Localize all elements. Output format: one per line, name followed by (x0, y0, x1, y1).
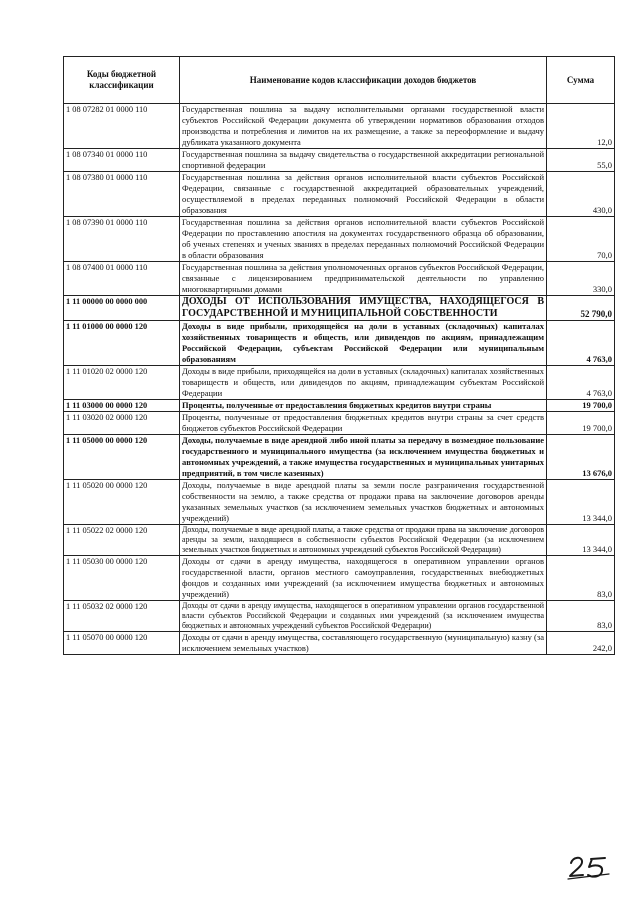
table-row (64, 321, 615, 366)
row-name: ДОХОДЫ ОТ ИСПОЛЬЗОВАНИЯ ИМУЩЕСТВА, НАХОДЯЩЕГОСЯ В ГОСУДАРСТВЕННОЙ И МУНИЦИПАЛЬНОЙ СОБСТВЕННОСТИ (180, 296, 547, 321)
table-header (64, 57, 615, 104)
row-sum: 330,0 (547, 262, 615, 296)
row-sum: 242,0 (547, 632, 615, 655)
table-row (64, 435, 615, 480)
header-code: Коды бюджетной классификации (64, 57, 180, 104)
table-row (64, 400, 615, 412)
row-name: Доходы от сдачи в аренду имущества, находящегося в оперативном управлении органов государственной власти, органов местного самоуправления, государственных внебюджетных фондов и созданных ими учреждений (за исключением имущества бюджетных и автономных учреждений) (180, 556, 547, 601)
row-sum: 55,0 (547, 149, 615, 172)
row-name: Государственная пошлина за действия органов исполнительной власти субъектов Российской Федерации, связанные с государственной аккредитацией образовательных учреждений, осуществляемой в пределах переданных полномочий Российской Федерации в области образования (180, 172, 547, 217)
row-code: 1 11 03000 00 0000 120 (64, 400, 180, 412)
row-sum: 4 763,0 (547, 366, 615, 400)
header-sum: Сумма (547, 57, 615, 104)
row-name: Государственная пошлина за действия органов исполнительной власти субъектов Российской Федерации по проставлению апостиля на документах государственного образца об образовании, об ученых степенях и ученых званиях в пределах переданных полномочий Российской Федерации в области образования (180, 217, 547, 262)
table-row (64, 104, 615, 149)
row-name: Проценты, полученные от предоставления бюджетных кредитов внутри страны (180, 400, 547, 412)
row-code: 1 11 05022 02 0000 120 (64, 525, 180, 556)
row-name: Доходы, получаемые в виде арендной либо иной платы за передачу в возмездное пользование государственного и муниципального имущества (за исключением имущества бюджетных и автономных учреждений, а также имущества государственных и муниципальных унитарных предприятий, в том числе казенных) (180, 435, 547, 480)
row-name: Доходы, получаемые в виде арендной платы за земли после разграничения государственной собственности на землю, а также средства от продажи права на заключение договоров аренды указанных земельных участков (за исключением земельных участков бюджетных и автономных учреждений) (180, 480, 547, 525)
row-code: 1 11 00000 00 0000 000 (64, 296, 180, 321)
row-sum: 52 790,0 (547, 296, 615, 321)
row-name: Проценты, полученные от предоставления бюджетных кредитов внутри страны за счет средств бюджетов субъектов Российской Федерации (180, 412, 547, 435)
row-sum: 13 344,0 (547, 480, 615, 525)
row-code: 1 11 01000 00 0000 120 (64, 321, 180, 366)
row-code: 1 08 07380 01 0000 110 (64, 172, 180, 217)
table-row (64, 149, 615, 172)
row-name: Доходы в виде прибыли, приходящейся на доли в уставных (складочных) капиталах хозяйственных товариществ и обществ, или дивидендов по акциям, принадлежащим субъектам Российской Федерации (180, 366, 547, 400)
row-sum: 4 763,0 (547, 321, 615, 366)
row-code: 1 11 03020 02 0000 120 (64, 412, 180, 435)
row-sum: 83,0 (547, 556, 615, 601)
table-row (64, 172, 615, 217)
table-row (64, 525, 615, 556)
row-code: 1 08 07340 01 0000 110 (64, 149, 180, 172)
header-name: Наименование кодов классификации доходов бюджетов (180, 57, 547, 104)
table-row (64, 366, 615, 400)
row-name: Доходы от сдачи в аренду имущества, составляющего государственную (муниципальную) казну (за исключением земельных участков) (180, 632, 547, 655)
row-sum: 13 676,0 (547, 435, 615, 480)
table-row (64, 217, 615, 262)
row-sum: 19 700,0 (547, 412, 615, 435)
row-sum: 13 344,0 (547, 525, 615, 556)
row-name: Государственная пошлина за выдачу свидетельства о государственной аккредитации региональной спортивной федерации (180, 149, 547, 172)
table-row (64, 632, 615, 655)
row-name: Государственная пошлина за выдачу исполнительными органами государственной власти субъектов Российской Федерации документа об утверждении нормативов образования отходов производства и потребления и лимитов на их размещение, а также за переоформление и выдачу дубликата указанного документа (180, 104, 547, 149)
handwritten-page-number (565, 853, 615, 881)
row-code: 1 11 05030 00 0000 120 (64, 556, 180, 601)
row-code: 1 11 01020 02 0000 120 (64, 366, 180, 400)
row-name: Государственная пошлина за действия уполномоченных органов субъектов Российской Федерации, связанные с лицензированием предпринимательской деятельности по управлению многоквартирными домами (180, 262, 547, 296)
table-row (64, 556, 615, 601)
table-row (64, 262, 615, 296)
budget-table (63, 56, 615, 655)
row-sum: 83,0 (547, 601, 615, 632)
row-code: 1 08 07282 01 0000 110 (64, 104, 180, 149)
row-code: 1 11 05070 00 0000 120 (64, 632, 180, 655)
row-sum: 430,0 (547, 172, 615, 217)
row-sum: 19 700,0 (547, 400, 615, 412)
row-code: 1 11 05032 02 0000 120 (64, 601, 180, 632)
row-sum: 12,0 (547, 104, 615, 149)
row-name: Доходы в виде прибыли, приходящейся на доли в уставных (складочных) капиталах хозяйственных товариществ и обществ, или дивидендов по акциям, принадлежащим Российской Федерации, субъектам Российской Федерации или муниципальным образованиям (180, 321, 547, 366)
table-row (64, 601, 615, 632)
table-row (64, 296, 615, 321)
table-row (64, 480, 615, 525)
row-code: 1 08 07400 01 0000 110 (64, 262, 180, 296)
table-row (64, 412, 615, 435)
row-name: Доходы от сдачи в аренду имущества, находящегося в оперативном управлении органов государственной власти субъектов Российской Федерации и созданных ими учреждений (за исключением имущества бюджетных и автономных учреждений субъектов Российской Федерации) (180, 601, 547, 632)
row-code: 1 11 05000 00 0000 120 (64, 435, 180, 480)
row-name: Доходы, получаемые в виде арендной платы, а также средства от продажи права на заключение договоров аренды за земли, находящиеся в собственности субъектов Российской Федерации (за исключением земельных участков бюджетных и автономных учреждений субъектов Российской Федерации) (180, 525, 547, 556)
row-code: 1 08 07390 01 0000 110 (64, 217, 180, 262)
row-sum: 70,0 (547, 217, 615, 262)
row-code: 1 11 05020 00 0000 120 (64, 480, 180, 525)
